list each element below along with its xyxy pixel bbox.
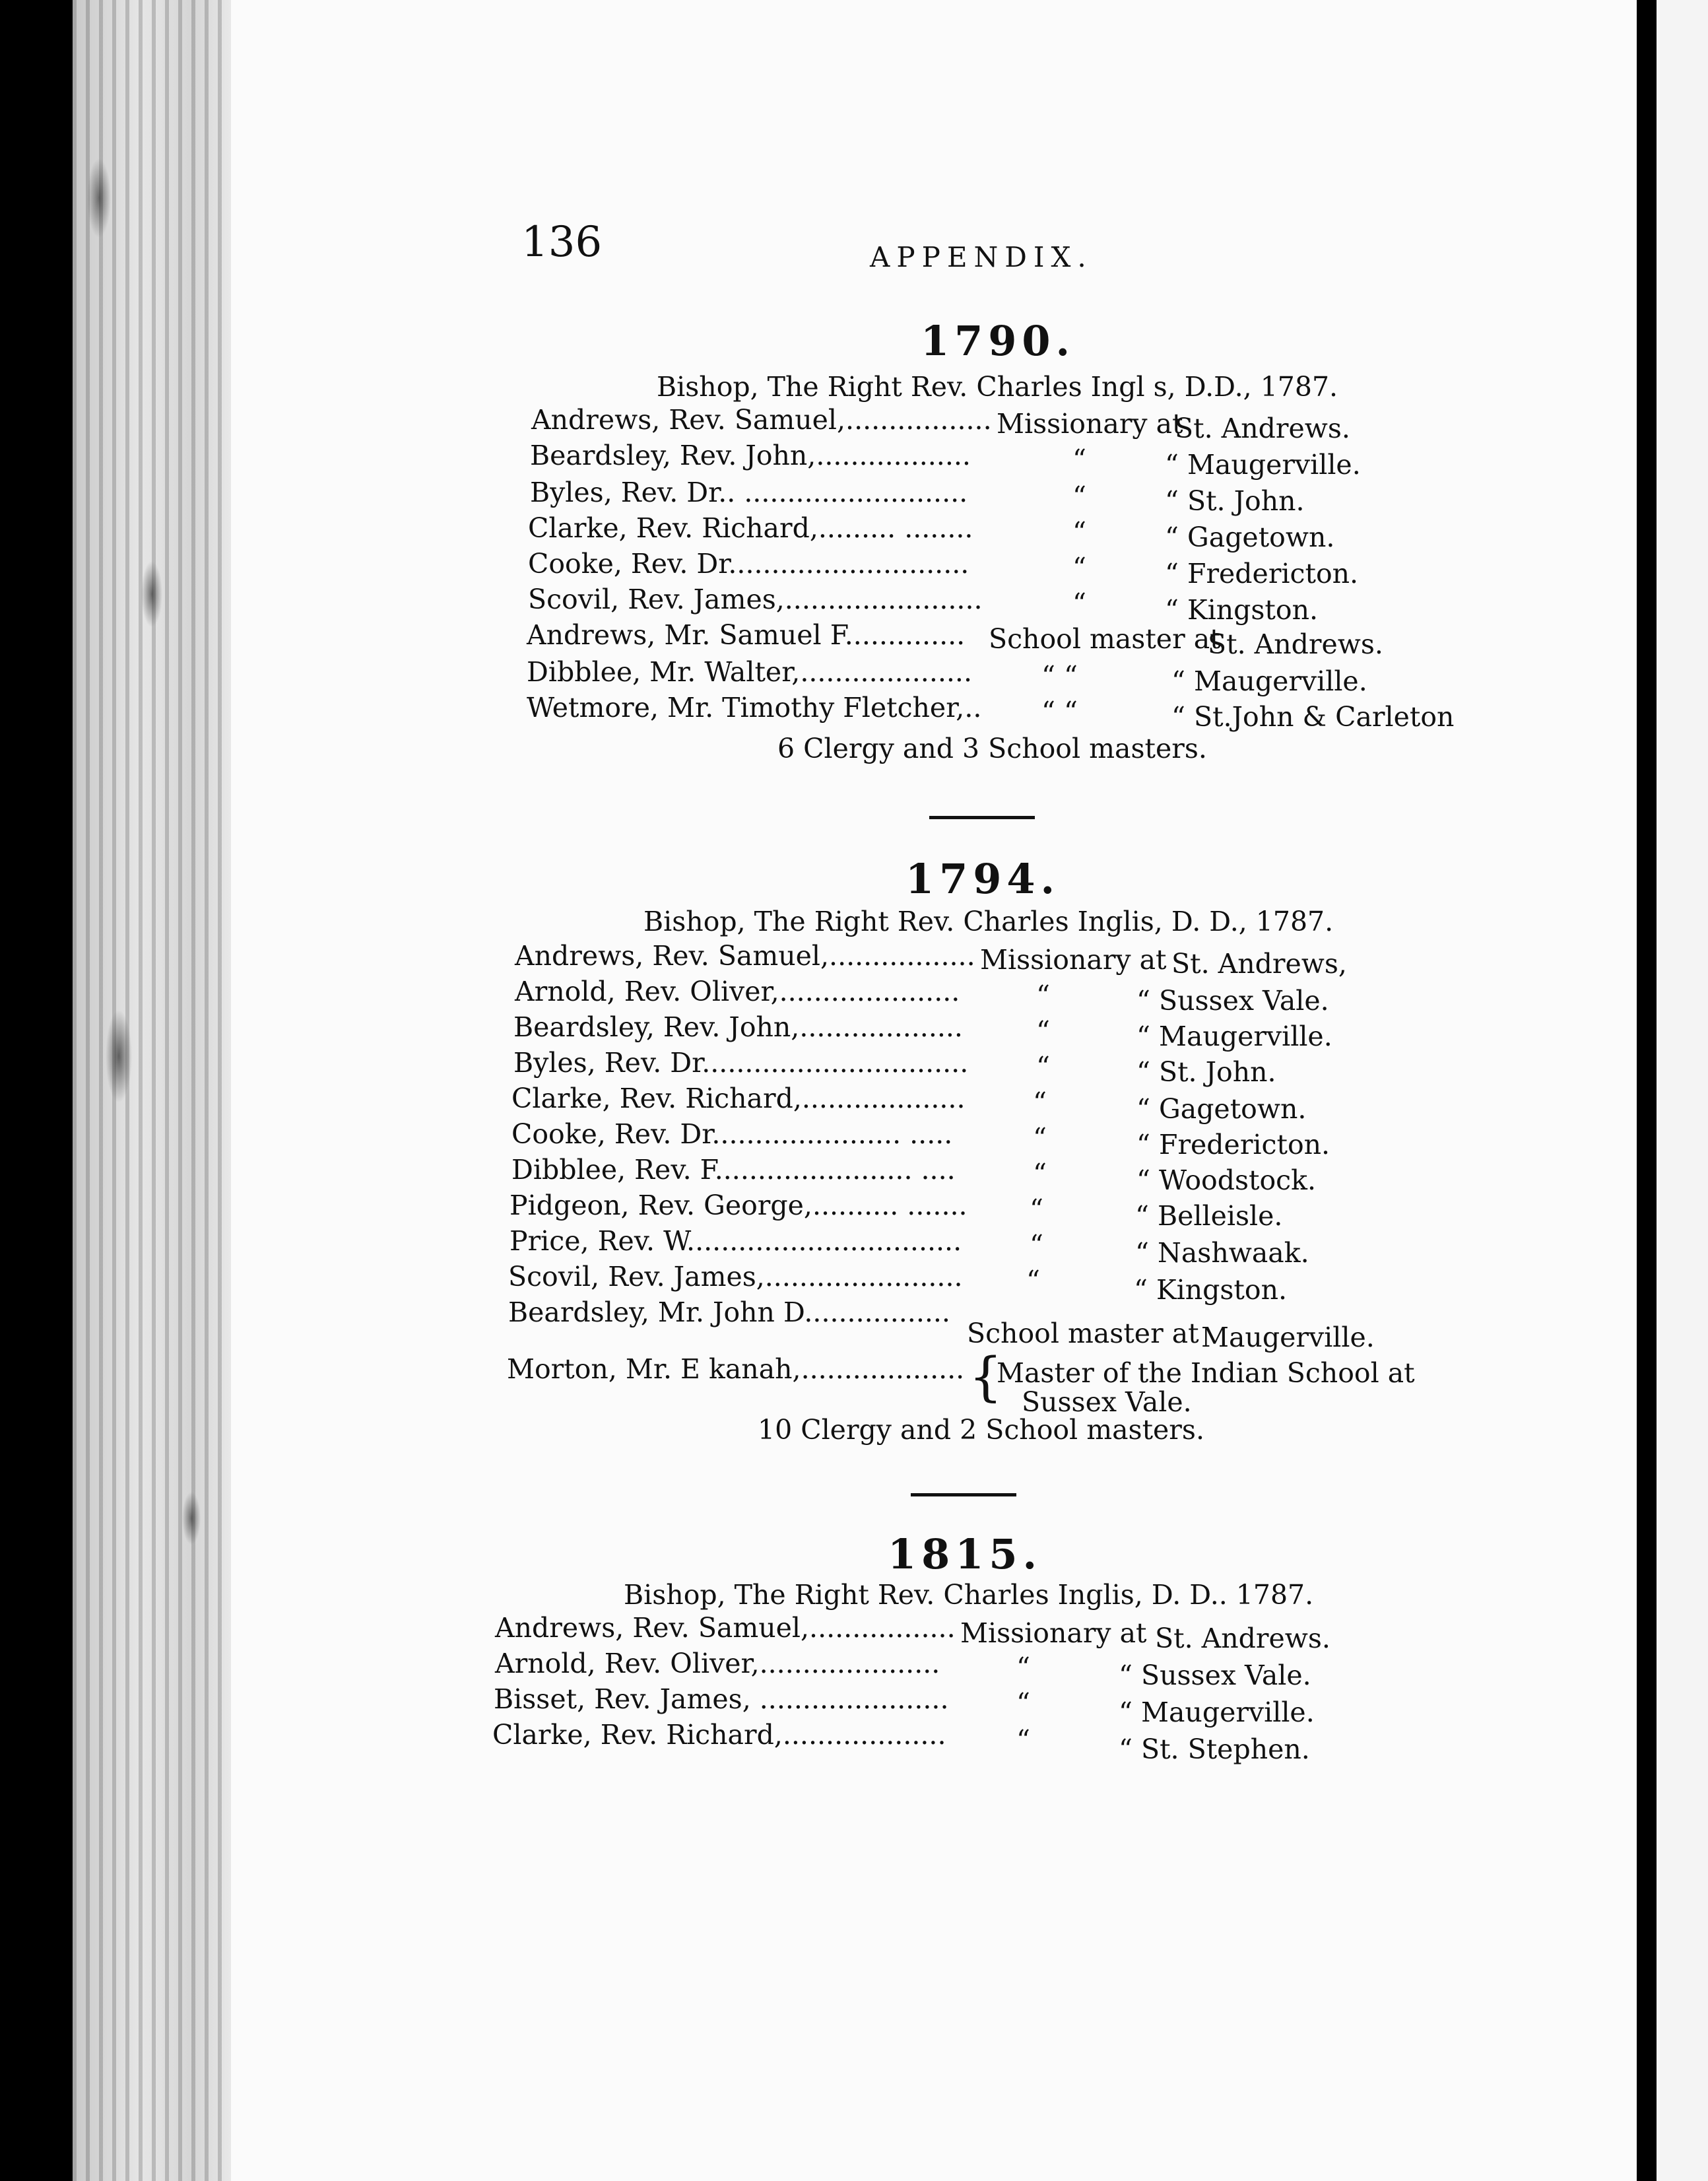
entry-name: Arnold, Rev. Oliver,..................... [515,976,960,1007]
entry-place: Maugerville. [1201,1322,1375,1353]
bishop-line-1815: Bishop, The Right Rev. Charles Inglis, D. D.. 1787. [624,1579,1314,1611]
entry-role: “ [1072,444,1086,475]
entry-place: St. Andrews. [1155,1623,1330,1654]
entry-name: Pidgeon, Rev. George,.......... ....... [509,1190,968,1221]
curly-brace: { [969,1346,1002,1407]
section-year-1790: 1790. [921,317,1076,365]
entry-name: Beardsley, Rev. John,.................. [530,440,971,471]
entry-name: Price, Rev. W................................ [509,1225,962,1257]
entry-name: Clarke, Rev. Richard,................... [511,1083,966,1114]
section-year-1815: 1815. [888,1530,1043,1578]
entry-role: “ [1030,1229,1043,1261]
entry-role: Missionary at [997,408,1183,440]
entry-name: Dibblee, Rev. F....................... .... [511,1154,956,1186]
entry-role: “ [1036,1015,1050,1047]
entry-name: Andrews, Rev. Samuel,................. [515,940,975,972]
entry-place: “ Fredericton. [1136,1129,1330,1160]
entry-place: “ Gagetown. [1165,521,1335,553]
entry-name: Andrews, Rev. Samuel,................. [495,1612,956,1644]
entry-role: “ [1016,1724,1030,1756]
entry-place: “ Maugerville. [1171,665,1367,697]
entry-place: “ Sussex Vale. [1119,1660,1311,1691]
entry-name: Byles, Rev. Dr............................... [513,1047,969,1079]
entry-place: “ St. Stephen. [1119,1733,1310,1765]
entry-role: “ [1016,1687,1030,1719]
entry-place: “ Woodstock. [1136,1164,1317,1196]
entry-name: Cooke, Rev. Dr............................ [528,548,969,580]
entry-role: “ [1036,980,1050,1011]
entry-role: “ [1016,1652,1030,1683]
entry-name: Beardsley, Mr. John D................. [508,1296,950,1328]
entry-role: “ [1033,1122,1047,1154]
entry-place: St. Andrews. [1208,628,1383,660]
entry-role: “ “ [1041,696,1078,727]
entry-role: “ “ [1041,660,1078,692]
section-divider [929,816,1035,819]
entry-place: “ Maugerville. [1136,1021,1332,1052]
entry-name: Andrews, Mr. Samuel F.............. [527,619,966,651]
entry-name: Scovil, Rev. James,....................... [508,1261,963,1292]
entry-role: “ [1072,552,1086,584]
entry-role: “ [1072,516,1086,548]
entry-place: “ St.John & Carleton [1171,701,1455,733]
section-divider [911,1493,1016,1496]
entry-name: Cooke, Rev. Dr...................... ..... [511,1118,953,1150]
entry-role: “ [1033,1087,1047,1118]
entry-place: “ Gagetown. [1136,1093,1307,1125]
section-summary-1790: 6 Clergy and 3 School masters. [777,733,1207,764]
entry-name: Scovil, Rev. James,....................... [528,584,983,615]
entry-role: “ [1030,1193,1043,1225]
entry-role: “ [1026,1265,1040,1296]
entry-name: Dibblee, Mr. Walter,.................... [527,656,972,688]
entry-place: “ Sussex Vale. [1136,985,1329,1017]
entry-role-line-1: Master of the Indian School at [997,1357,1415,1389]
entry-place: “ Maugerville. [1119,1696,1315,1728]
entry-place: “ Maugerville. [1165,449,1361,481]
entry-name: Clarke, Rev. Richard,................... [492,1719,946,1751]
entry-name: Clarke, Rev. Richard,......... ........ [528,512,973,544]
entry-role: Missionary at [960,1617,1147,1649]
entry-name: Bisset, Rev. James, ...................... [494,1683,949,1715]
entry-place: “ Belleisle. [1135,1200,1283,1232]
entry-place: “ St. John. [1136,1056,1276,1088]
entry-place: “ Kingston. [1165,594,1319,626]
entry-place: “ Nashwaak. [1135,1237,1309,1269]
entry-name: Beardsley, Rev. John,................... [513,1011,963,1043]
entry-role-line-2: Sussex Vale. [1022,1386,1192,1418]
facing-page-edge [1637,0,1708,2181]
entry-role: “ [1036,1051,1050,1083]
section-summary-1794: 10 Clergy and 2 School masters. [758,1414,1204,1446]
entry-role: “ [1072,587,1086,619]
entry-role: School master at [989,623,1221,655]
entry-name: Morton, Mr. E kanah,................... [507,1353,965,1385]
entry-name: Andrews, Rev. Samuel,................. [531,404,992,436]
entry-role: “ [1033,1158,1047,1190]
page-number: 136 [521,218,603,267]
entry-role: Missionary at [980,944,1167,976]
entry-name: Arnold, Rev. Oliver,..................... [495,1648,940,1679]
section-year-1794: 1794. [905,855,1061,903]
entry-place: St. Andrews. [1175,413,1350,444]
entry-role: School master at [967,1318,1199,1349]
entry-name: Byles, Rev. Dr.. .......................... [530,477,968,508]
bishop-line-1794: Bishop, The Right Rev. Charles Inglis, D. D., 1787. [643,906,1334,937]
bishop-line-1790: Bishop, The Right Rev. Charles Ingl s, D.D., 1787. [657,371,1338,403]
entry-role: “ [1072,481,1086,512]
entry-place: St. Andrews, [1171,948,1347,980]
book-spine-edge [73,0,244,2181]
entry-name: Wetmore, Mr. Timothy Fletcher,.. [527,692,982,723]
running-head: APPENDIX. [870,241,1093,273]
entry-place: “ Fredericton. [1165,558,1359,589]
entry-place: “ Kingston. [1134,1274,1288,1306]
entry-place: “ St. John. [1165,485,1305,517]
